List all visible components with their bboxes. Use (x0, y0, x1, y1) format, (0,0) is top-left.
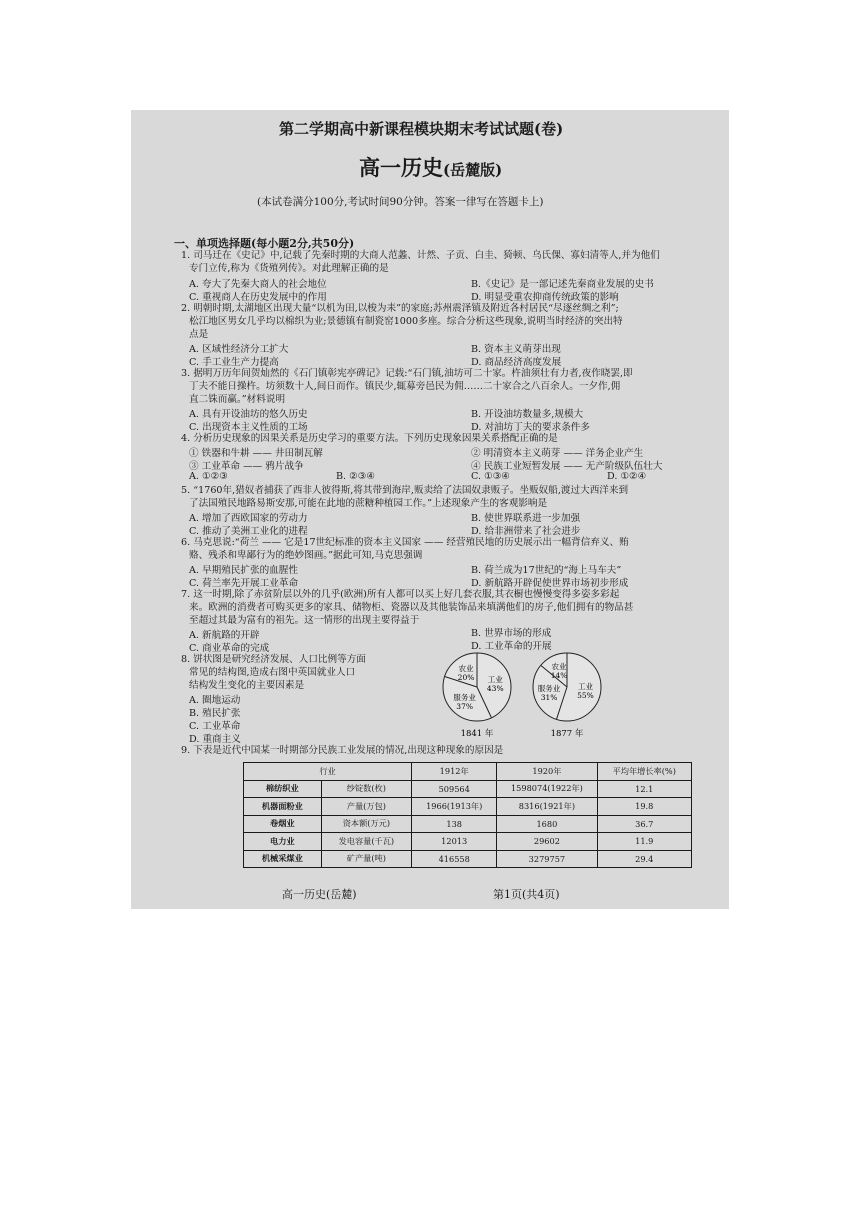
q2-option-a: A. 区域性经济分工扩大 (189, 344, 289, 355)
row-1912: 12013 (412, 833, 497, 851)
q4-option-a: A. ①②③ (189, 471, 228, 482)
q7-option-a: A. 新航路的开辟 (189, 630, 260, 641)
q7-stem-2: 来。欧洲的消费者可购买更多的家具、储物柜、瓷器以及其他装饰品来填满他们的房子,他们拥有的物品甚 (189, 602, 634, 613)
row-1920: 1680 (497, 815, 597, 833)
footer-subject: 高一历史(岳麓) (282, 888, 357, 901)
q4-pair-2: ② 明清资本主义萌芽 —— 洋务企业产生 (471, 448, 644, 459)
q7-stem-1: 7. 这一时期,除了赤贫阶层以外的几乎(欧洲)所有人都可以买上好几套衣服,其衣橱也慢慢变得多姿多彩起 (181, 589, 620, 600)
q9-stem: 9. 下表是近代中国某一时期部分民族工业发展的情况,出现这种现象的原因是 (181, 745, 504, 756)
q3-option-d: D. 对油坊丁夫的要求条件多 (471, 422, 590, 433)
pie-value-services: 31% (540, 693, 558, 703)
row-1920: 29602 (497, 833, 597, 851)
row-growth: 19.8 (597, 798, 692, 816)
pie-value-industry: 43% (486, 683, 504, 693)
pie-label-services: 服务业 (453, 693, 476, 703)
row-1920: 1598074(1922年) (497, 780, 597, 798)
row-metric: 产量(万包) (321, 798, 411, 816)
edition: (岳麓版) (443, 161, 503, 179)
subject-heading (359, 152, 502, 182)
q4-option-b: B. ②③④ (336, 471, 375, 482)
q5-option-b: B. 使世界联系进一步加强 (471, 513, 581, 524)
row-industry: 卷烟业 (244, 815, 322, 833)
pie-value-services: 37% (456, 702, 473, 712)
q1-option-d: D. 明显受重农抑商传统政策的影响 (471, 292, 619, 303)
header-industry: 行业 (244, 763, 412, 781)
pie-value-industry: 55% (577, 690, 594, 700)
table-row (244, 798, 692, 816)
row-industry: 机器面粉业 (244, 798, 322, 816)
row-metric: 资本额(万元) (321, 815, 411, 833)
q4-option-d: D. ①②④ (607, 471, 647, 482)
footer-page: 第1页(共4页) (493, 888, 560, 901)
q3-stem-1: 3. 据明万历年间贺灿然的《石门镇彰宪亭碑记》记载:“石门镇,油坊可二十家。杵油须壮有力者,夜作晓罢,即 (181, 368, 633, 379)
pie-value-agriculture: 14% (550, 671, 568, 681)
pie-chart-1877 (529, 650, 605, 740)
exam-title: 第二学期高中新课程模块期末考试试题(卷) (279, 120, 564, 138)
q8-option-a: A. 圈地运动 (189, 695, 241, 706)
row-1912: 416558 (412, 850, 497, 868)
pie-caption: 1841 年 (460, 729, 494, 739)
q2-stem-2: 松江地区男女几乎均以棉织为业;景德镇有制瓷窑1000多座。综合分析这些现象,说明当时经济的突出特 (189, 316, 623, 327)
header-1912: 1912年 (412, 763, 497, 781)
pie-label-industry: 工业 (487, 674, 503, 684)
q2-option-c: C. 手工业生产力提高 (189, 357, 279, 368)
row-industry: 电力业 (244, 833, 322, 851)
table-row (244, 815, 692, 833)
q7-option-b: B. 世界市场的形成 (471, 628, 552, 639)
q5-option-d: D. 给非洲带来了社会进步 (471, 526, 581, 537)
table-header-row (244, 763, 692, 781)
table-row (244, 833, 692, 851)
q8-stem-1: 8. 饼状图是研究经济发展、人口比例等方面 (181, 654, 366, 665)
header-1920: 1920年 (497, 763, 597, 781)
q4-pair-3: ③ 工业革命 —— 鸦片战争 (189, 461, 304, 472)
exam-page-photo (131, 110, 729, 909)
q4-stem: 4. 分析历史现象的因果关系是历史学习的重要方法。下列历史现象因果关系搭配正确的是 (181, 433, 558, 444)
q2-option-d: D. 商品经济高度发展 (471, 357, 562, 368)
pie-label-agriculture: 农业 (458, 663, 474, 673)
q5-stem-1: 5. “1760年,猎奴者捕获了西非人彼得斯,将其带到海岸,贩卖给了法国奴隶贩子。坐贩奴船,渡过大西洋来到 (181, 485, 629, 496)
q3-option-c: C. 出现资本主义性质的工场 (189, 422, 308, 433)
q1-stem-1: 1. 司马迁在《史记》中,记载了先秦时期的大商人范蠡、计然、子贡、白圭、猗顿、乌氏倮、寡妇清等人,并为他们 (181, 250, 660, 261)
row-1912: 1966(1913年) (412, 798, 497, 816)
row-industry: 机械采煤业 (244, 850, 322, 868)
row-growth: 36.7 (597, 815, 692, 833)
q4-option-c: C. ①③④ (471, 471, 510, 482)
q8-stem-2: 常见的结构图,造成右图中英国就业人口 (189, 667, 356, 678)
row-1920: 8316(1921年) (497, 798, 597, 816)
q3-stem-3: 直二铢而赢。”材料说明 (189, 394, 286, 405)
subject: 高一历史 (359, 155, 443, 180)
q7-stem-3: 至超过其最为富有的祖先。这一情形的出现主要得益于 (189, 615, 420, 626)
industry-table (243, 762, 692, 868)
q2-stem-3: 点是 (189, 329, 209, 340)
section-heading: 一、单项选择题(每小题2分,共50分) (174, 237, 355, 250)
row-industry: 棉纺织业 (244, 780, 322, 798)
row-growth: 29.4 (597, 850, 692, 868)
row-growth: 11.9 (597, 833, 692, 851)
row-growth: 12.1 (597, 780, 692, 798)
q8-stem-3: 结构发生变化的主要因素是 (189, 680, 305, 691)
row-1912: 138 (412, 815, 497, 833)
q5-option-c: C. 推动了美洲工业化的进程 (189, 526, 308, 537)
q1-stem-2: 专门立传,称为《货殖列传》。对此理解正确的是 (189, 263, 389, 274)
pie-caption: 1877 年 (550, 729, 584, 739)
q8-option-d: D. 重商主义 (189, 734, 241, 745)
q7-option-c: C. 商业革命的完成 (189, 643, 270, 654)
q2-option-b: B. 资本主义萌芽出现 (471, 344, 561, 355)
header-growth: 平均年增长率(%) (597, 763, 692, 781)
table-row (244, 850, 692, 868)
q6-stem-1: 6. 马克思说:“荷兰 —— 它是17世纪标准的资本主义国家 —— 经营殖民地的历史展示出一幅背信弃义、贿 (181, 537, 629, 548)
q1-option-b: B.《史记》是一部记述先秦商业发展的史书 (471, 279, 654, 290)
q6-option-a: A. 早期殖民扩张的血腥性 (189, 565, 298, 576)
q3-option-a: A. 具有开设油坊的悠久历史 (189, 409, 308, 420)
pie-chart-1841 (439, 650, 515, 740)
q4-pair-1: ① 铁器和牛耕 —— 井田制瓦解 (189, 448, 323, 459)
row-metric: 矿产量(吨) (321, 850, 411, 868)
pie-label-industry: 工业 (577, 681, 593, 691)
q3-stem-2: 丁夫不能日操杵。坊须数十人,间日而作。镇民少,辄募旁邑民为佣……二十家合之八百余人。一夕作,佣 (189, 381, 621, 392)
pie-label-services: 服务业 (537, 684, 561, 694)
q4-pair-4: ④ 民族工业短暂发展 —— 无产阶级队伍壮大 (471, 461, 663, 472)
q8-option-c: C. 工业革命 (189, 721, 241, 732)
table-row (244, 780, 692, 798)
q1-option-a: A. 夸大了先秦大商人的社会地位 (189, 279, 327, 290)
q2-stem-1: 2. 明朝时期,太湖地区出现大量“以机为田,以梭为耒”的家庭;苏州震泽镇及附近各村居民“尽逐丝绸之利”; (181, 303, 619, 314)
q5-stem-2: 了法国殖民地路易斯安那,可能在此地的蔗糖种植园工作。”上述现象产生的客观影响是 (189, 498, 548, 509)
q1-option-c: C. 重视商人在历史发展中的作用 (189, 292, 327, 303)
row-1920: 3279757 (497, 850, 597, 868)
pie-value-agriculture: 20% (457, 672, 475, 682)
pie-label-agriculture: 农业 (551, 662, 567, 672)
row-metric: 纱锭数(枚) (321, 780, 411, 798)
q8-option-b: B. 殖民扩张 (189, 708, 241, 719)
q3-option-b: B. 开设油坊数量多,规模大 (471, 409, 584, 420)
instructions: (本试卷满分100分,考试时间90分钟。答案一律写在答题卡上) (257, 196, 544, 208)
q6-option-d: D. 新航路开辟促使世界市场初步形成 (471, 578, 629, 589)
row-1912: 509564 (412, 780, 497, 798)
q6-stem-2: 赂、残杀和卑鄙行为的绝妙图画。”据此可知,马克思强调 (189, 550, 423, 561)
q6-option-b: B. 荷兰成为17世纪的“海上马车夫” (471, 565, 622, 576)
q6-option-c: C. 荷兰率先开展工业革命 (189, 578, 299, 589)
row-metric: 发电容量(千瓦) (321, 833, 411, 851)
q5-option-a: A. 增加了西欧国家的劳动力 (189, 513, 308, 524)
q7-option-d: D. 工业革命的开展 (471, 641, 552, 652)
